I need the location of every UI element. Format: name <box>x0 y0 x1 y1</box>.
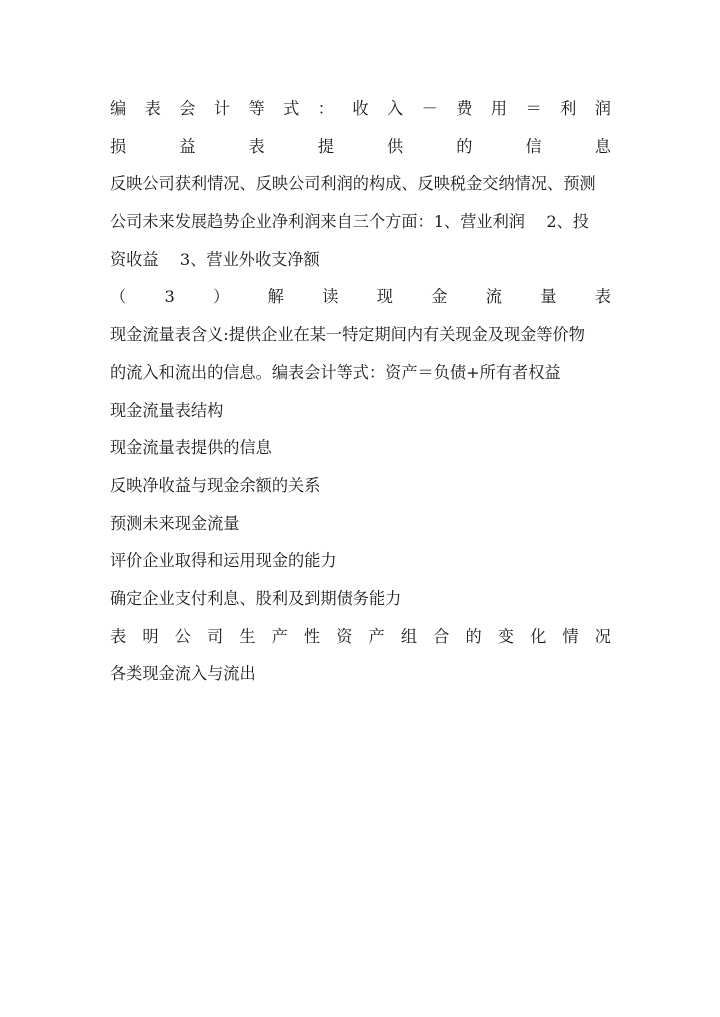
text-line: 的流入和流出的信息。编表会计等式：资产＝负债+所有者权益 <box>110 362 561 382</box>
text-char: 供 <box>387 136 404 156</box>
text-char: 的 <box>456 136 473 156</box>
text-line: 评价企业取得和运用现金的能力 <box>110 551 337 571</box>
text-char: 费 <box>456 99 473 118</box>
text-char: 量 <box>540 287 557 307</box>
text-char: 会 <box>179 99 196 118</box>
text-char: 性 <box>303 626 321 646</box>
text-line: 公司未来发展趋势企业净利润来自三个方面：1、营业利润 2、投 <box>110 212 589 232</box>
text-char: 的 <box>465 626 482 646</box>
text-line: 预测未来现金流量 <box>110 513 240 533</box>
text-char: 表 <box>110 626 127 646</box>
text-char: 计 <box>213 99 231 118</box>
text-char: 损 <box>110 136 127 156</box>
text-char: 读 <box>322 287 339 307</box>
text-char: ） <box>213 287 230 307</box>
text-char: 益 <box>179 136 196 156</box>
text-char: 资 <box>336 626 353 646</box>
text-char: 产 <box>271 626 288 646</box>
text-char: 流 <box>485 287 502 307</box>
text-char: － <box>421 99 438 118</box>
text-char: 提 <box>317 136 334 156</box>
text-char: ＝ <box>525 99 542 118</box>
text-char: 金 <box>431 287 448 307</box>
text-char: 润 <box>594 99 611 118</box>
text-char: 况 <box>594 626 611 646</box>
text-line: 各类现金流入与流出 <box>110 664 256 684</box>
text-char: ： <box>317 99 334 118</box>
text-char: 收 <box>352 99 369 118</box>
text-line <box>110 90 611 128</box>
text-char: 等 <box>248 99 265 118</box>
text-char: 表 <box>144 99 161 118</box>
text-char: 3 <box>164 287 175 307</box>
text-char: 生 <box>239 626 256 646</box>
text-line: 反映公司获利情况、反映公司利润的构成、反映税金交纳情况、预测 <box>110 174 596 194</box>
text-char: 化 <box>530 626 547 646</box>
text-line: 资收益 3、营业外收支净额 <box>110 249 320 269</box>
text-char: 息 <box>594 136 611 156</box>
text-char: 司 <box>206 626 224 646</box>
text-char: 表 <box>594 287 611 307</box>
text-line: 反映净收益与现金余额的关系 <box>110 475 321 495</box>
document-body <box>110 90 611 693</box>
text-char: 变 <box>497 626 514 646</box>
text-char: 用 <box>490 99 508 118</box>
text-char: 利 <box>560 99 577 118</box>
text-line <box>110 278 611 316</box>
text-char: 产 <box>368 626 385 646</box>
text-line: 现金流量表提供的信息 <box>110 438 272 458</box>
text-char: 式 <box>283 99 300 118</box>
text-line <box>110 618 611 656</box>
text-char: 现 <box>376 287 393 307</box>
text-line: 现金流量表含义:提供企业在某一特定期间内有关现金及现金等价物 <box>110 325 585 345</box>
text-char: 编 <box>110 99 127 118</box>
text-char: 情 <box>562 626 579 646</box>
text-line: 确定企业支付利息、股利及到期债务能力 <box>110 588 402 608</box>
text-char: （ <box>110 287 127 307</box>
text-char: 信 <box>525 136 542 156</box>
text-char: 组 <box>400 626 417 646</box>
text-char: 表 <box>248 136 265 156</box>
text-line <box>110 128 611 166</box>
text-char: 解 <box>267 287 284 307</box>
text-char: 合 <box>433 626 450 646</box>
text-char: 公 <box>174 626 191 646</box>
text-char: 明 <box>142 626 159 646</box>
text-line: 现金流量表结构 <box>110 400 224 420</box>
text-char: 入 <box>387 99 404 118</box>
